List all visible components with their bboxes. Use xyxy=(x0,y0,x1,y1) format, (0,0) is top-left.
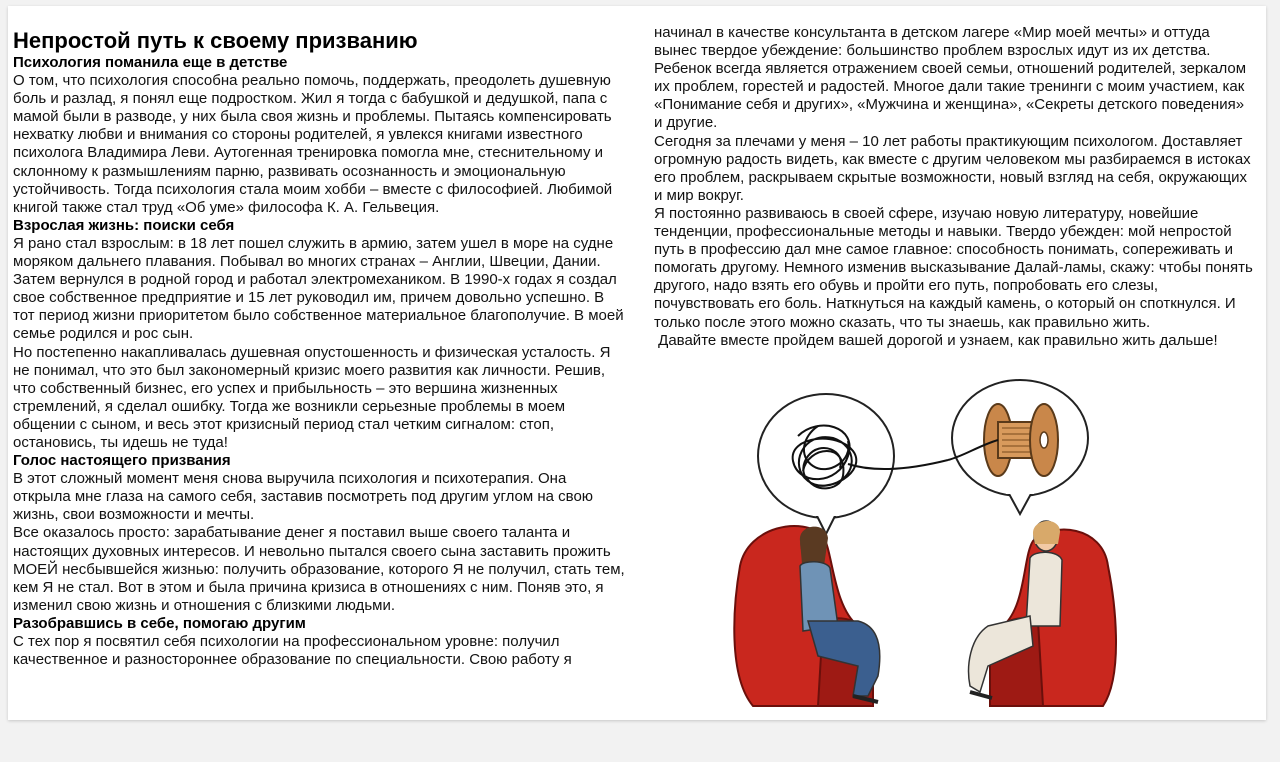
paragraph: С тех пор я посвятил себя психологии на профессиональном уровне: получил качественное и разностороннее образование по специальности. Свою работу я xyxy=(13,633,572,669)
thought-bubble-left xyxy=(758,394,894,534)
paragraph: Я постоянно развиваюсь в своей сфере, изучаю новую литературу, новейшие тенденции, профессиональные методы и навыки. Твердо убежден: мой непростой путь в профессию дал мне самое главное: способность понимать, сопереживать и помогать другому. Немного изменив высказывание Далай-ламы, скажу: чтобы понять другого, надо взять его обувь и пройти его путь, попробовать его слезы, почувствовать его боль. Наткнуться на каждый камень, о который он споткнулся. И только после этого можно сказать, что ты знаешь, как правильно жить. xyxy=(654,204,1253,331)
paragraph: Сегодня за плечами у меня – 10 лет работы практикующим психологом. Доставляет огромную радость видеть, как вместе с другим человеком мы разбираемся в истоках его проблем, раскрываем скрытые возможности, новый взгляд на себя, окружающих и мир вокруг. xyxy=(654,132,1251,204)
paragraph: О том, что психология способна реально помочь, поддержать, преодолеть душевную боль и разлад, я понял еще подростком. Жил я тогда с бабушкой и дедушкой, папа с мамой были в разводе, у них была своя жизнь и проблемы. Пытаясь компенсировать нехватку любви и внимания со стороны родителей, я увлекся книгами известного психолога Владимира Леви. Аутогенная тренировка помогла мне, стеснительному и склонному к размышлениям парню, развивать осознанность и эмоциональную устойчивость. Тогда психология стала моим хобби – вместе с философией. Любимой книгой также стал труд «Об уме» философа К. А. Гельвеция. xyxy=(13,72,613,216)
left-column xyxy=(13,28,628,669)
paragraph: Я рано стал взрослым: в 18 лет пошел служить в армию, затем ушел в море на судне моряком дальнего плавания. Побывал во многих странах – Англии, Швеции, Дании. Затем вернулся в родной город и работал электромехаником. В 1990-х годах я создал свое собственное предприятие и 15 лет руководил им, причем довольно успешно. В тот период жизни приоритетом было собственное материальное благополучие. В моей семье родился и рос сын. xyxy=(13,234,624,343)
section-heading: Голос настоящего призвания xyxy=(13,452,231,470)
section-heading: Разобравшись в себе, помогаю другим xyxy=(13,614,306,632)
paragraph: В этот сложный момент меня снова выручила психология и психотерапия. Она открыла мне глаза на самого себя, заставив посмотреть под другим углом на свою жизнь, свои возможности и мечты. xyxy=(13,470,594,524)
document-page xyxy=(8,6,1266,720)
right-column xyxy=(654,24,1254,350)
article-title: Непростой путь к своему призванию xyxy=(13,28,418,53)
therapy-illustration xyxy=(708,376,1128,716)
closing-line: Давайте вместе пройдем вашей дорогой и узнаем, как правильно жить дальше! xyxy=(654,331,1218,349)
paragraph: Все оказалось просто: зарабатывание денег я поставил выше своего таланта и настоящих духовных интересов. И невольно пытался своего сына заставить прожить МОЕЙ несбывшейся жизнью: получить образование, которого Я не получил, стать тем, кем Я не стал. Вот в этом и была причина кризиса в отношениях с ним. Поняв это, я изменил свою жизнь и отношения с близкими людьми. xyxy=(13,524,625,614)
section-heading: Психология поманила еще в детстве xyxy=(13,54,288,71)
paragraph: Но постепенно накапливалась душевная опустошенность и физическая усталость. Я не понимал, что это был закономерный кризис моего развития как личности. Решив, что собственный бизнес, его успех и прибыльность – это вершина жизненных стремлений, я сделал ошибку. Тогда же возникли серьезные проблемы в моем общении с сыном, и весь этот кризисный период стал четким сигналом: стоп, остановись, ты идешь не туда! xyxy=(13,343,611,451)
paragraph: начинал в качестве консультанта в детском лагере «Мир моей мечты» и оттуда вынес твердое убеждение: большинство проблем взрослых идут из их детства. Ребенок всегда является отражением своей семьи, отношений родителей, зеркалом их проблем, горестей и радостей. Многое дали такие тренинги с моим участием, как «Понимание себя и других», «Мужчина и женщина», «Секреты детского поведения» и другие. xyxy=(654,24,1247,132)
section-heading: Взрослая жизнь: поиски себя xyxy=(13,216,235,234)
